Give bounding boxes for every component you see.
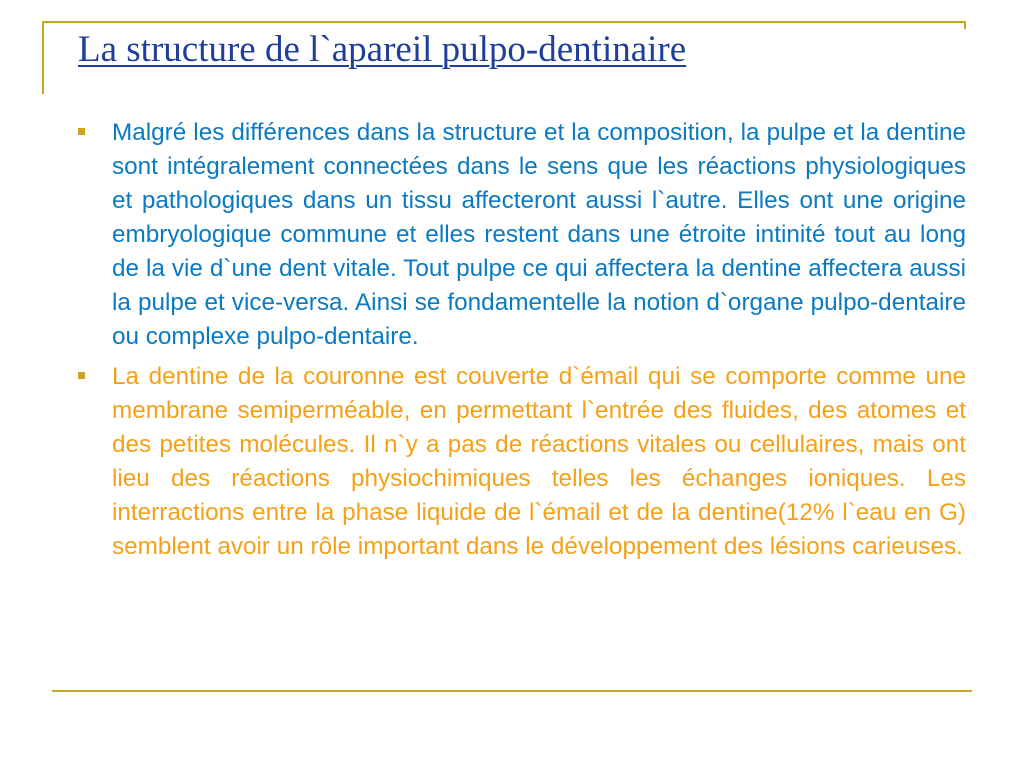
bullet-text-1: Malgré les différences dans la structure et la composition, la pulpe et la dentine sont intégralement connectées dans le sens que les réactions physiologiques et pathologiques dans un tissu affecteront aussi l`autre. Elles ont une origine embryologique commune et elles restent dans une étroite intinité tout au long de la vie d`une dent vitale. Tout pulpe ce qui affectera la dentine affectera aussi la pulpe et vice-versa. Ainsi se fondamentelle la notion d`organe pulpo-dentaire ou complexe pulpo-dentaire. xyxy=(112,119,966,350)
frame-right-tick xyxy=(964,21,966,29)
bullet-text-2: La dentine de la couronne est couverte d`émail qui se comporte comme une membrane semiperméable, en permettant l`entrée des fluides, des atomes et des petites molécules. Il n`y a pas de réactions vitales ou cellulaires, mais ont lieu des réactions physiochimiques telles les échanges ioniques. Les interractions entre la phase liquide de l`émail et de la dentine(12% l`eau en G) semblent avoir un rôle important dans le développement des lésions carieuses. xyxy=(112,363,966,560)
square-bullet-icon xyxy=(78,128,85,135)
frame-left-line xyxy=(42,21,44,94)
bullet-item-1 xyxy=(72,116,966,354)
bullet-item-2 xyxy=(72,360,966,564)
frame-top-line xyxy=(42,21,966,23)
bullet-list xyxy=(72,116,966,570)
square-bullet-icon xyxy=(78,372,85,379)
frame-bottom-line xyxy=(52,690,972,692)
slide-title: La structure de l`apareil pulpo-dentinaire xyxy=(78,29,687,70)
